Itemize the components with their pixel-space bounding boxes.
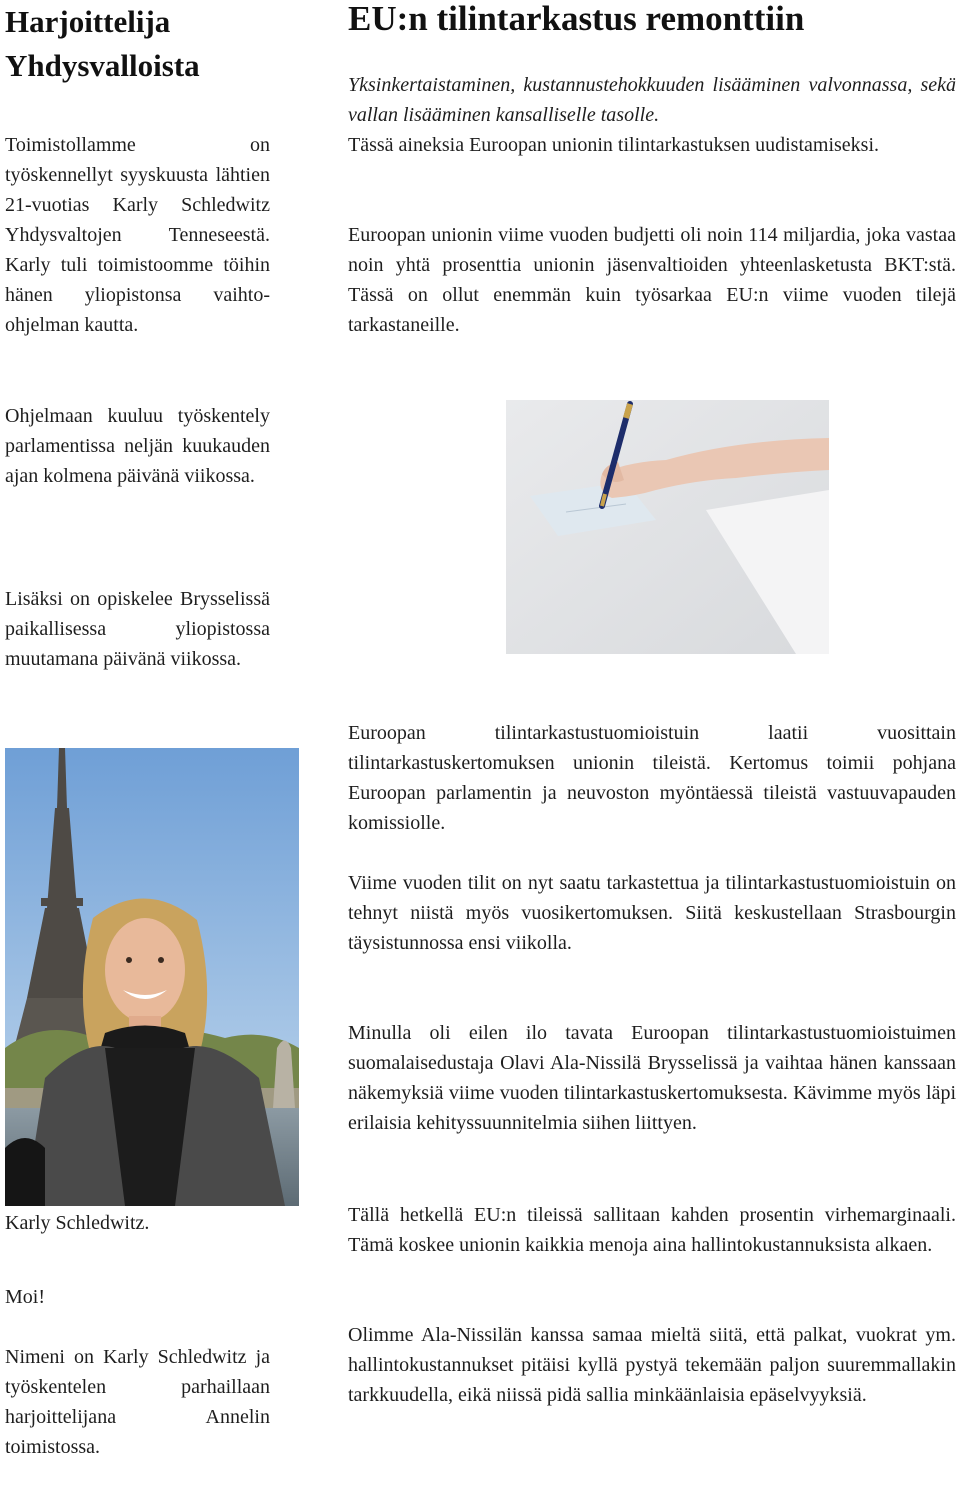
article-paragraph-6: Olimme Ala-Nissilän kanssa samaa mieltä siitä, että palkat, vuokrat ym. hallintokustannukset pitäisi kyllä pystyä tekemään paljon suuremmallakin tarkkuudella, eikä niissä pidä sallia minkäänlaisia epäselvyyksiä.: [348, 1324, 956, 1406]
article-paragraph-4: Minulla oli eilen ilo tavata Euroopan tilintarkastustuomioistuimen suomalaisedustaja Olavi Ala-Nissilä Brysselissä ja vaihtaa hänen kanssaan näkemyksiä viime vuoden tilintarkastuskertomuksesta. Kävimme myös läpi erilaisia kehityssuunnitelmia siihen liittyen.: [348, 1022, 956, 1134]
photo-caption: Karly Schledwitz.: [5, 1212, 150, 1234]
article-heading: EU:n tilintarkastus remonttiin: [348, 0, 805, 38]
writing-hand-photo: [506, 400, 829, 654]
sidebar-paragraph-2: Ohjelmaan kuuluu työskentely parlamentissa neljän kuukauden ajan kolmena päivänä viikossa.: [5, 405, 270, 487]
sidebar-heading: Harjoittelija Yhdysvalloista: [5, 4, 200, 83]
article-lead: Yksinkertaistaminen, kustannustehokkuuden lisääminen valvonnassa, sekä vallan lisääminen kansalliselle tasolle.: [348, 74, 956, 126]
article-paragraph-1: Euroopan unionin viime vuoden budjetti oli noin 114 miljardia, joka vastaa noin yhtä prosenttia unionin jäsenvaltioiden yhteenlasketusta BKT:stä. Tässä on ollut enemmän kuin työsarkaa EU:n viime vuoden tilejä tarkastaneille.: [348, 224, 956, 336]
article-paragraph-5: Tällä hetkellä EU:n tileissä sallitaan kahden prosentin virhemarginaali. Tämä koskee unionin kaikkia menoja aina hallintokustannuksista alkaen.: [348, 1204, 956, 1256]
article-paragraph-2: Euroopan tilintarkastustuomioistuin laatii vuosittain tilintarkastuskertomuksen unionin tileistä. Kertomus toimii pohjana Euroopan parlamentin ja neuvoston myöntäessä tileistä vastuuvapauden komissiolle.: [348, 722, 956, 834]
intro-paragraph: Nimeni on Karly Schledwitz ja työskentelen parhaillaan harjoittelijana Annelin toimistossa.: [5, 1346, 270, 1458]
greeting: Moi!: [5, 1286, 45, 1308]
article-lead-cont: Tässä aineksia Euroopan unionin tilintarkastuksen uudistamiseksi.: [348, 134, 880, 156]
karly-photo: [5, 748, 299, 1206]
sidebar-paragraph-1: Toimistollamme on työskennellyt syyskuusta lähtien 21-vuotias Karly Schledwitz Yhdysvaltojen Tenneseestä. Karly tuli toimistoomme töihin hänen yliopistonsa vaihto-ohjelman kautta.: [5, 134, 270, 336]
sidebar-paragraph-3: Lisäksi on opiskelee Brysselissä paikallisessa yliopistossa muutamana päivänä viikossa.: [5, 588, 270, 670]
article-paragraph-3: Viime vuoden tilit on nyt saatu tarkastettua ja tilintarkastustuomioistuin on tehnyt niistä myös vuosikertomuksen. Siitä keskustellaan Strasbourgin täysistunnossa ensi viikolla.: [348, 872, 956, 954]
